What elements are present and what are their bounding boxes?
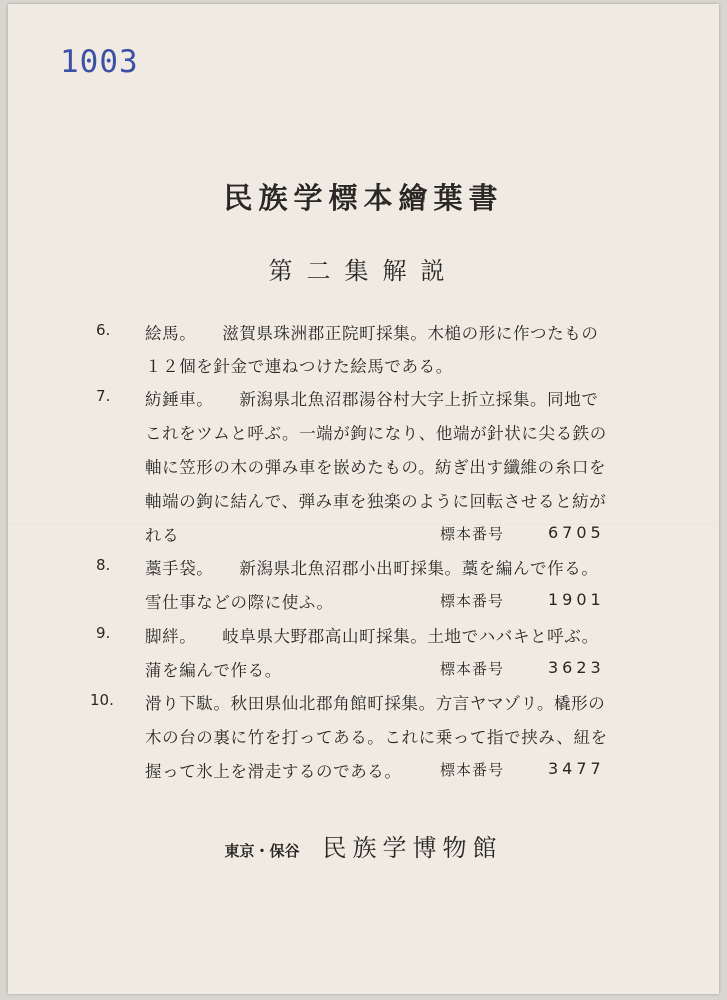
catalog-number: 1901	[548, 590, 605, 609]
document-page	[8, 4, 719, 994]
entry-line: 絵馬。 滋賀県珠洲郡正院町採集。木槌の形に作つたもの	[145, 324, 599, 343]
footer	[8, 828, 719, 863]
catalog-label: 標本番号	[440, 592, 505, 610]
entry-line: 雪仕事などの際に使ふ。	[145, 593, 334, 612]
entry-line: 木の台の裏に竹を打ってある。これに乗って指で挟み、紐を	[145, 728, 608, 747]
entry-line: 軸端の鉤に結んで、弾み車を独楽のように回転させると紡が	[145, 492, 607, 511]
catalog-label: 標本番号	[440, 660, 505, 678]
entry-line: 脚絆。 岐阜県大野郡高山町採集。土地でハバキと呼ぶ。	[145, 627, 599, 646]
entry-line: れる	[145, 526, 180, 545]
entry-line: 紡錘車。 新潟県北魚沼郡湯谷村大字上折立採集。同地で	[145, 390, 599, 409]
entry-number: 9.	[96, 624, 111, 642]
entry-number: 7.	[96, 387, 111, 405]
entry-line: 蒲を編んで作る。	[145, 661, 282, 680]
footer-museum: 民族学博物館	[322, 834, 503, 862]
entry-line: これをツムと呼ぶ。一端が鉤になり、他端が針状に尖る鉄の	[145, 424, 607, 443]
entry-number: 6.	[96, 321, 111, 339]
catalog-number: 3477	[548, 759, 605, 778]
stamp-number: 1003	[60, 44, 139, 80]
catalog-label: 標本番号	[440, 525, 505, 543]
entry-line: 握って氷上を滑走するのである。	[145, 762, 402, 781]
catalog-number: 3623	[548, 658, 605, 677]
page-title: 民族学標本繪葉書	[223, 181, 504, 215]
footer-location: 東京・保谷	[224, 842, 300, 860]
entry-line: 藁手袋。 新潟県北魚沼郡小出町採集。藁を編んで作る。	[145, 559, 599, 578]
entry-line: 軸に笠形の木の弾み車を嵌めたもの。紡ぎ出す纖維の糸口を	[145, 458, 607, 477]
entry-number: 8.	[96, 556, 111, 574]
entry-line: 滑り下駄。秋田県仙北郡角館町採集。方言ヤマゾリ。橇形の	[145, 694, 606, 713]
page-subtitle: 第二集解説	[268, 257, 459, 285]
catalog-number: 6705	[548, 523, 605, 542]
entry-line: １２個を針金で連ねつけた絵馬である。	[145, 357, 453, 376]
catalog-label: 標本番号	[440, 761, 505, 779]
entry-number: 10.	[90, 691, 114, 709]
